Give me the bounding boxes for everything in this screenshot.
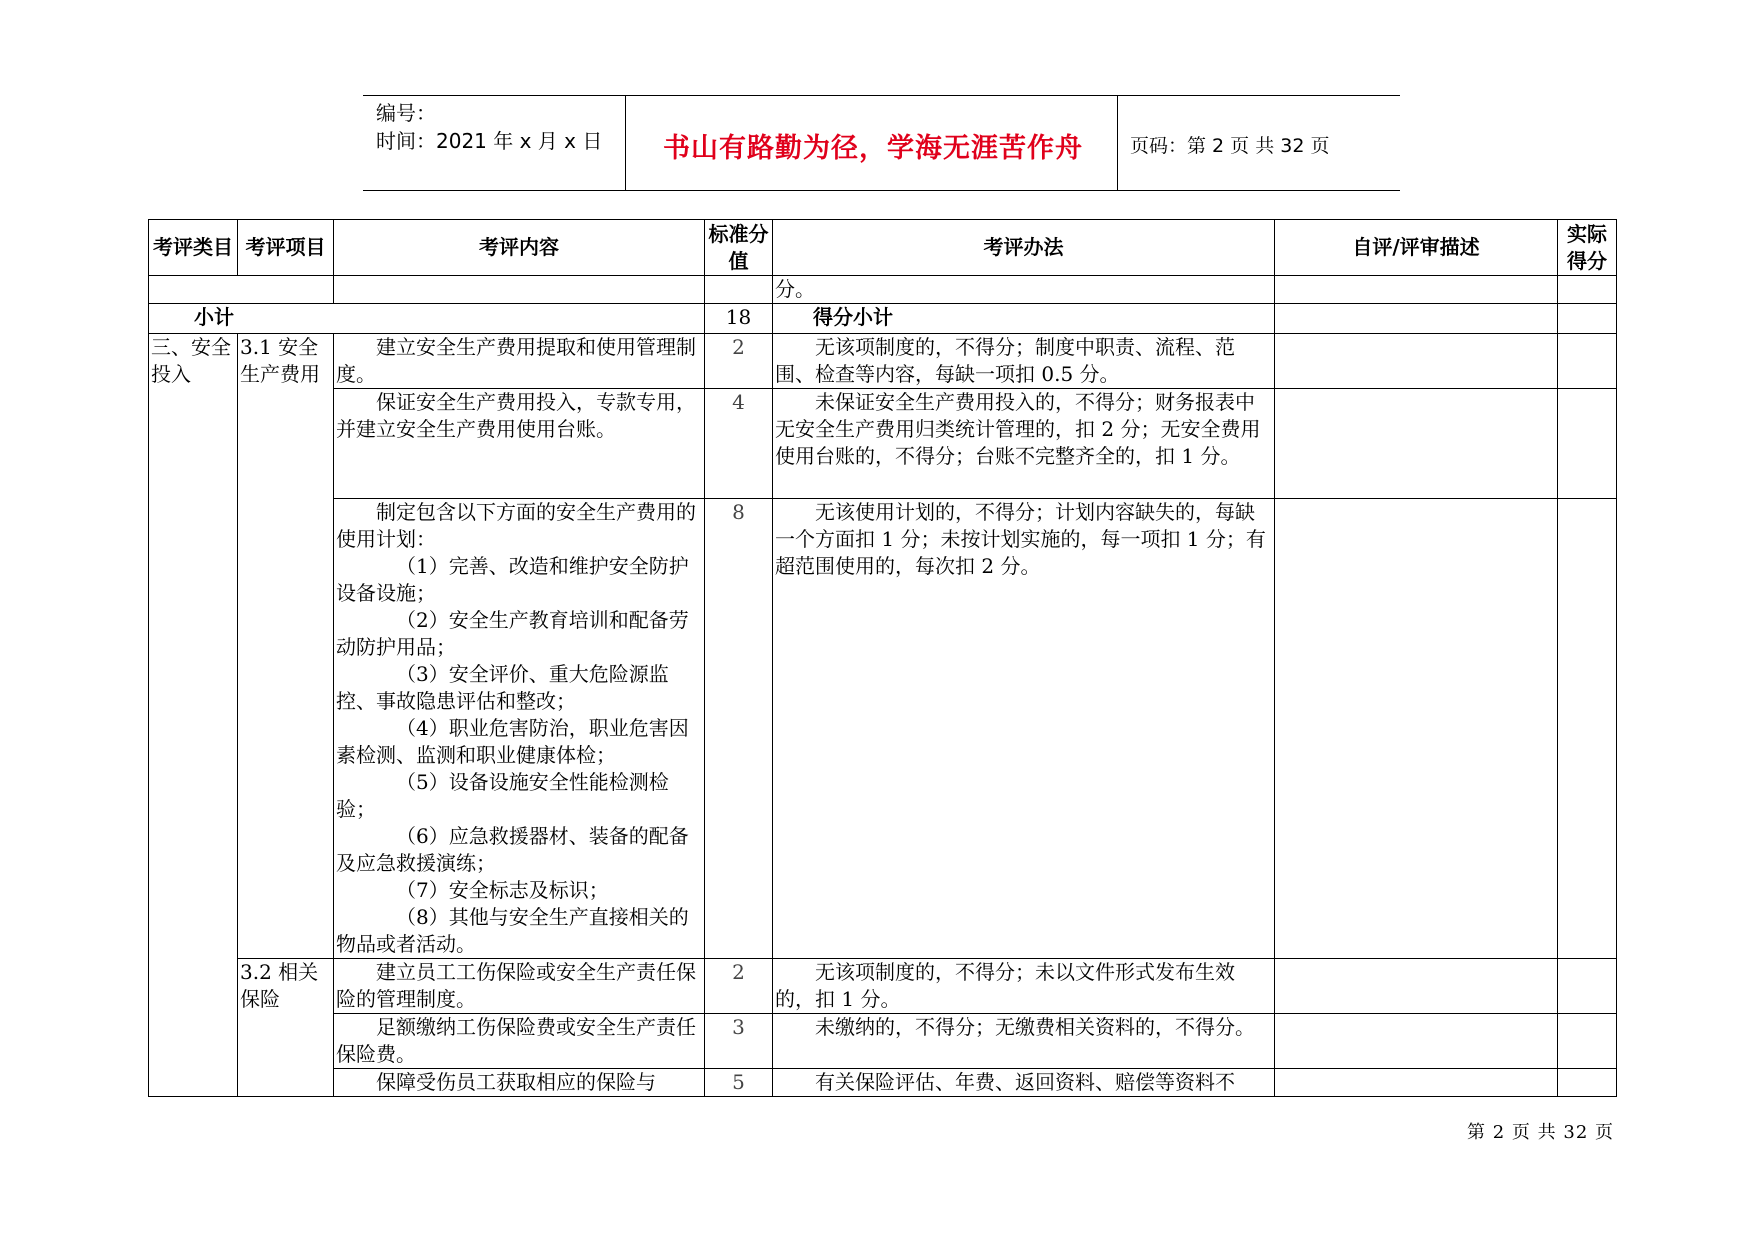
item-cell: 3.1 安全生产费用 — [238, 334, 334, 959]
header-page-code: 页码：第 2 页 共 32 页 — [1130, 135, 1330, 157]
list-item: （6）应急救援器材、装备的配备及应急救援演练； — [336, 824, 689, 875]
document-number: 编号： — [376, 101, 436, 125]
header-meta — [376, 99, 626, 155]
content-cell: 建立安全生产费用提取和使用管理制度。 — [334, 334, 705, 389]
col-header-self-eval: 自评/评审描述 — [1275, 220, 1558, 276]
list-item: （3）安全评价、重大危险源监控、事故隐患评估和整改； — [336, 662, 669, 713]
content-cell: 制定包含以下方面的安全生产费用的使用计划： （1）完善、改造和维护安全防护设备设施； （2）安全生产教育培训和配备劳动防护用品； （3）安全评价、重大危险源监控、事故隐患评估和整改； （4）职业危害防治，职业危害因素检测、监测和职业健康体检； （5）设备设施安全性能检测检验； （6）应急救援器材、装备的配备及应急救援演练； （7）安全标志及标识； （8）其他与安全生产直接相关的物品或者活动。 — [334, 499, 705, 959]
list-item: （7）安全标志及标识； — [396, 878, 609, 902]
col-header-content: 考评内容 — [334, 220, 705, 276]
table-row — [149, 499, 1617, 959]
list-item: （5）设备设施安全性能检测检验； — [336, 770, 669, 821]
document-date: 时间：2021 年 x 月 x 日 — [376, 129, 603, 153]
content-cell: 保证安全生产费用投入，专款专用，并建立安全生产费用使用台账。 — [334, 389, 705, 499]
table-row — [149, 959, 1617, 1014]
col-header-method: 考评办法 — [773, 220, 1275, 276]
content-cell: 保障受伤员工获取相应的保险与 — [334, 1069, 705, 1097]
col-header-actual: 实际得分 — [1558, 220, 1617, 276]
evaluation-table — [148, 219, 1617, 1097]
subtotal-method-label: 得分小计 — [773, 304, 1275, 334]
method-cell: 无该项制度的，不得分；未以文件形式发布生效的，扣 1 分。 — [773, 959, 1275, 1014]
method-cell: 未缴纳的，不得分；无缴费相关资料的，不得分。 — [773, 1014, 1275, 1069]
list-item: （8）其他与安全生产直接相关的物品或者活动。 — [336, 905, 689, 956]
content-cell: 足额缴纳工伤保险费或安全生产责任保险费。 — [334, 1014, 705, 1069]
method-cell: 未保证安全生产费用投入的，不得分；财务报表中无安全生产费用归类统计管理的，扣 2 分；无安全费用使用台账的，不得分；台账不完整齐全的，扣 1 分。 — [773, 389, 1275, 499]
method-cell: 有关保险评估、年费、返回资料、赔偿等资料不 — [773, 1069, 1275, 1097]
header-motto: 书山有路勤为径，学海无涯苦作舟 — [663, 133, 1083, 164]
list-item: （2）安全生产教育培训和配备劳动防护用品； — [336, 608, 689, 659]
score-cell: 3 — [705, 1014, 773, 1069]
header-bottom-rule — [363, 190, 1400, 191]
table-row — [149, 1069, 1617, 1097]
score-cell: 5 — [705, 1069, 773, 1097]
subtotal-label: 小计 — [149, 304, 705, 334]
list-item: （4）职业危害防治，职业危害因素检测、监测和职业健康体检； — [336, 716, 689, 767]
score-cell: 4 — [705, 389, 773, 499]
table-row — [149, 1014, 1617, 1069]
item-cell: 3.2 相关保险 — [238, 959, 334, 1097]
subtotal-row — [149, 304, 1617, 334]
subtotal-score: 18 — [705, 304, 773, 334]
col-header-score: 标准分值 — [705, 220, 773, 276]
score-cell: 8 — [705, 499, 773, 959]
content-cell: 建立员工工伤保险或安全生产责任保险的管理制度。 — [334, 959, 705, 1014]
table-header-row — [149, 220, 1617, 276]
table-row — [149, 334, 1617, 389]
table-row — [149, 276, 1617, 304]
score-cell: 2 — [705, 959, 773, 1014]
score-cell: 2 — [705, 334, 773, 389]
header-top-rule — [363, 95, 1400, 96]
method-cell: 无该使用计划的，不得分；计划内容缺失的，每缺一个方面扣 1 分；未按计划实施的，每一项扣 1 分；有超范围使用的，每次扣 2 分。 — [773, 499, 1275, 959]
category-cell: 三、安全投入 — [149, 334, 238, 1097]
method-cell: 分。 — [773, 276, 1275, 304]
method-cell: 无该项制度的，不得分；制度中职责、流程、范围、检查等内容，每缺一项扣 0.5 分。 — [773, 334, 1275, 389]
table-row — [149, 389, 1617, 499]
col-header-item: 考评项目 — [238, 220, 334, 276]
page-footer: 第 2 页 共 32 页 — [1467, 1122, 1614, 1143]
col-header-category: 考评类目 — [149, 220, 238, 276]
list-item: （1）完善、改造和维护安全防护设备设施； — [336, 554, 689, 605]
